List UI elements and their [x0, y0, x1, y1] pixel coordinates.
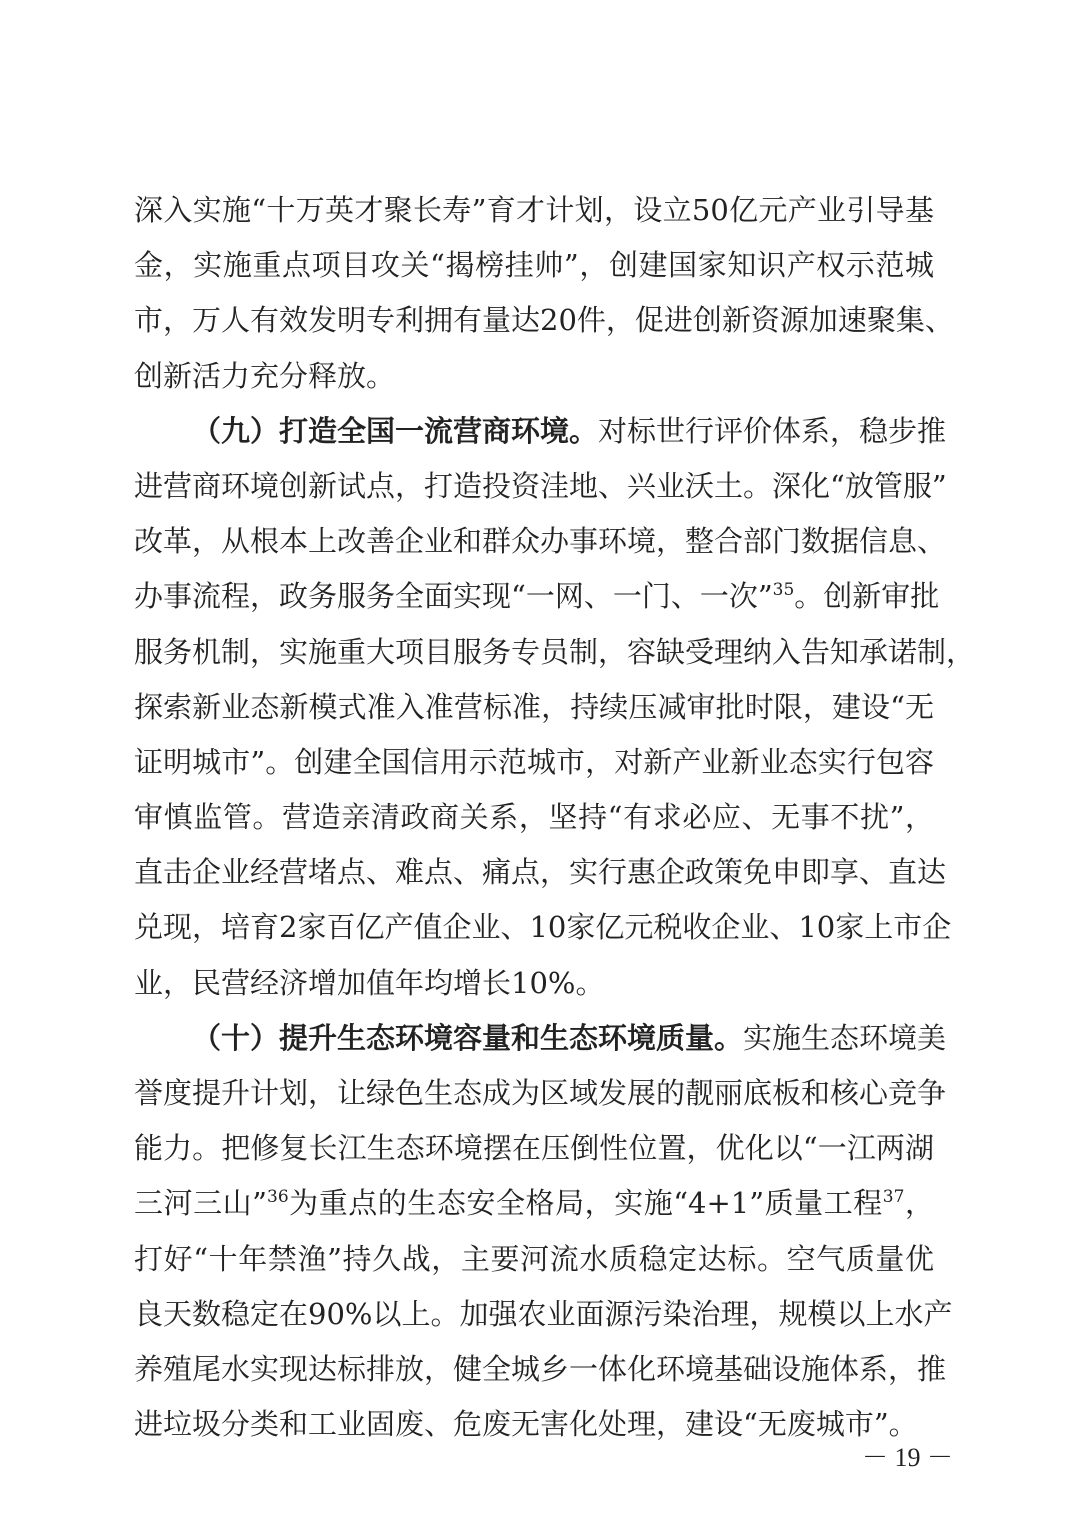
text-line: 改革，从根本上改善企业和群众办事环境，整合部门数据信息、 — [134, 524, 947, 559]
text-line: 业，民营经济增加值年均增长10%。 — [134, 965, 605, 1000]
text-line: 证明城市”。创建全国信用示范城市，对新产业新业态实行包容 — [134, 744, 934, 779]
paragraph-ecology — [134, 1011, 953, 1453]
text-line — [134, 1011, 947, 1066]
text-line: 养殖尾水实现达标排放，健全城乡一体化环境基础设施体系，推 — [134, 1351, 947, 1386]
text-line — [134, 569, 940, 624]
paragraph-business-environment — [134, 404, 976, 1011]
text-line: 誉度提升计划，让绿色生态成为区域发展的靓丽底板和核心竞争 — [134, 1076, 947, 1110]
text-line: 服务机制，实施重大项目服务专员制，容缺受理纳入告知承诺制， — [134, 634, 976, 669]
paragraph-innovation — [134, 183, 954, 404]
footnote-ref-37: 37 — [882, 1187, 905, 1208]
text-segment: 三河三山” — [134, 1186, 267, 1221]
footnote-ref-35: 35 — [772, 580, 795, 601]
section-heading-9: （九）打造全国一流营商环境。 — [192, 413, 599, 448]
text-line: 探索新业态新模式准入准营标准，持续压减审批时限，建设“无 — [134, 689, 934, 724]
text-segment: 对标世行评价体系，稳步推 — [598, 413, 947, 448]
text-line: 市，万人有效发明专利拥有量达20件，促进创新资源加速聚集、 — [134, 303, 954, 338]
text-line: 金，实施重点项目攻关“揭榜挂帅”，创建国家知识产权示范城 — [134, 248, 934, 283]
text-line: 审慎监管。营造亲清政商关系，坚持“有求必应、无事不扰”， — [134, 800, 934, 835]
text-line: 进垃圾分类和工业固废、危废无害化处理，建设“无废城市”。 — [134, 1407, 918, 1442]
body-text — [134, 183, 976, 1452]
text-line: 能力。把修复长江生态环境摆在压倒性位置，优化以“一江两湖 — [134, 1131, 934, 1166]
text-line — [134, 1176, 934, 1231]
text-segment: 。创新审批 — [794, 579, 940, 614]
text-line: 打好“十年禁渔”持久战，主要河流水质稳定达标。空气质量优 — [134, 1241, 934, 1276]
text-line: 直击企业经营堵点、难点、痛点，实行惠企政策免申即享、直达 — [134, 855, 947, 890]
text-segment: ， — [904, 1186, 934, 1221]
text-line — [134, 404, 947, 459]
text-line: 深入实施“十万英才聚长寿”育才计划，设立50亿元产业引导基 — [134, 193, 934, 227]
text-segment: 实施生态环境美 — [743, 1020, 947, 1055]
section-heading-10: （十）提升生态环境容量和生态环境质量。 — [192, 1020, 744, 1055]
text-line: 良天数稳定在90%以上。加强农业面源污染治理，规模以上水产 — [134, 1296, 953, 1331]
text-segment: 为重点的生态安全格局，实施“4+1”质量工程 — [288, 1186, 883, 1221]
text-segment: 办事流程，政务服务全面实现“一网、一门、一次” — [134, 579, 773, 614]
text-line: 兑现，培育2家百亿产值企业、10家亿元税收企业、10家上市企 — [134, 910, 952, 945]
page-number: － 19 － — [862, 1443, 954, 1472]
footnote-ref-36: 36 — [267, 1187, 289, 1208]
text-line: 进营商环境创新试点，打造投资洼地、兴业沃土。深化“放管服” — [134, 468, 947, 503]
text-line: 创新活力充分释放。 — [134, 358, 396, 393]
